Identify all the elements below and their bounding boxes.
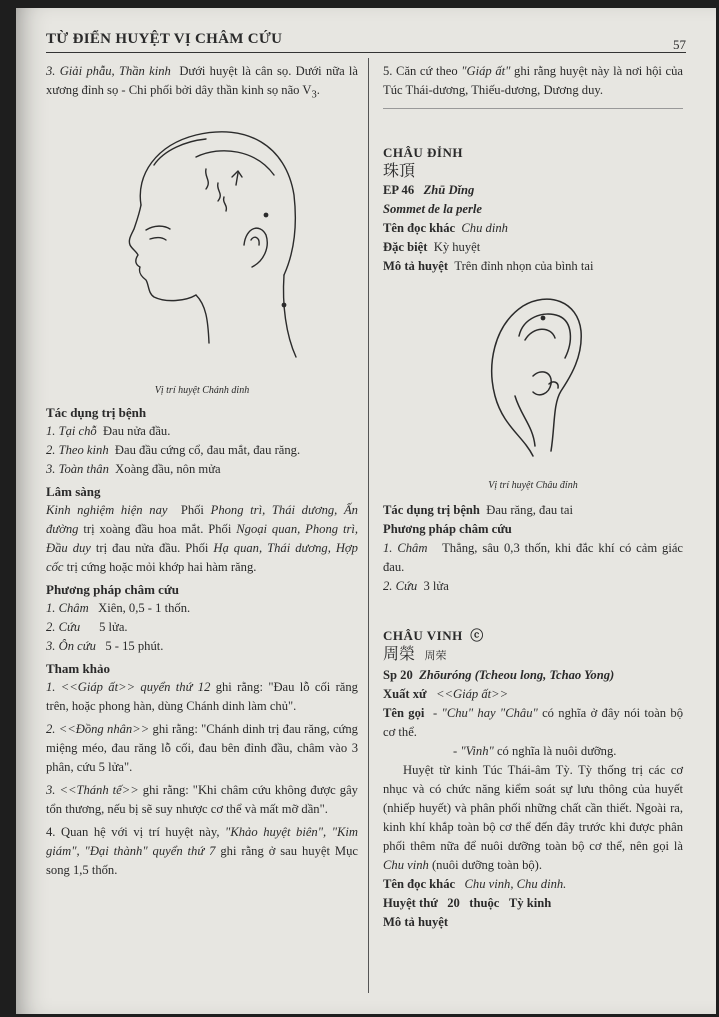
name-meaning: - "Vinh" có nghĩa là nuôi dưỡng. (453, 744, 617, 758)
explanation-paragraph: Huyệt từ kinh Túc Thái-âm Tỳ. Tỳ thống trị các cơ nhục và có chức năng kiểm soát sự lưu thông của huyết (nhiếp huyết) và phân phối những chất cần thiết. Ngoài ra, kinh khí khắp toàn bộ cơ thể đến đây trước khi được phân phối thêm nữa để nuôi dưỡng toàn bộ cơ thể, nên gọi là Chu vinh (nuôi dưỡng toàn bộ). (383, 763, 683, 872)
list-item: 2. Cứu 3 lửa (383, 579, 449, 593)
other-name-line: Tên đọc khác Chu vinh, Chu dinh. (383, 877, 567, 891)
indication-line: Tác dụng trị bệnh Đau răng, đau tai (383, 503, 573, 517)
entry-heading-chau-dinh: CHÂU ĐỈNH (383, 145, 463, 160)
list-item: 1. Châm Xiên, 0,5 - 1 thốn. (46, 600, 191, 615)
column-divider (368, 58, 369, 993)
reference-item: 3. <<Thánh tế>> ghi rằng: "Khi châm cứu không được gây tổn thương, nếu bị sẽ suy nhược cơ thể và mất mỡ dần". (46, 782, 358, 816)
book-title: TỪ ĐIỂN HUYỆT VỊ CHÂM CỨU (46, 31, 283, 47)
book-page (16, 8, 716, 1014)
description-label: Mô tả huyệt (383, 915, 449, 929)
acupoint-marker (264, 212, 269, 217)
section-heading: Tham khảo (46, 660, 110, 676)
meridian-line: Huyệt thứ 20 thuộc Tỳ kinh (383, 896, 552, 910)
left-column (46, 62, 358, 880)
acupoint-marker (282, 302, 287, 307)
entry-heading-chau-vinh: CHÂU VINH ⓒ (383, 628, 484, 643)
spacer (383, 596, 683, 626)
section-heading: Phương pháp châm cứu (46, 581, 179, 597)
other-name-line: Tên đọc khác Chu dinh (383, 221, 508, 235)
page-header (46, 22, 686, 53)
list-item: 3. Toàn thân Xoàng đầu, nôn mửa (46, 461, 221, 476)
continuation-paragraph: 5. Căn cứ theo "Giáp ất" ghi rằng huyệt này là nơi hội của Túc Thái-dương, Thiếu-dương, Dương duy. (383, 64, 683, 97)
separator (383, 108, 683, 143)
code-line: Sp 20 Zhōuróng (Tcheou long, Tchao Yong) (383, 668, 615, 682)
head-figure (46, 105, 358, 385)
figure-caption-chau-dinh: Vị trí huyệt Châu đỉnh (488, 480, 578, 491)
right-column (383, 62, 683, 932)
french-name: Sommet de la perle (383, 202, 482, 216)
ear-figure (383, 276, 683, 476)
clinical-paragraph: Kinh nghiệm hiện nay Phối Phong trì, Thái dương, Ấn đường trị xoàng đầu hoa mắt. Phối Ngoại quan, Phong trì, Đầu duy trị đau nửa đầu. Phối Hạ quan, Thái dương, Hợp cốc trị cứng hoặc mỏi khớp hai hàm răng. (46, 502, 358, 574)
chinese-name: 周榮 周荣 (383, 646, 447, 663)
list-item: 1. Châm Thẳng, sâu 0,3 thốn, khi đắc khí có cảm giác đau. (383, 541, 683, 574)
source-line: Xuất xứ <<Giáp ất>> (383, 687, 509, 701)
ear-illustration (383, 276, 683, 476)
list-item: 1. Tại chỗ Đau nửa đầu. (46, 423, 171, 438)
anatomy-paragraph: 3. Giải phẫu, Thần kinh Dưới huyệt là cân sọ. Dưới nữa là xương đỉnh sọ - Chi phối bởi dây thần kinh sọ não $V_3$. (46, 64, 359, 101)
section-heading: Phương pháp châm cứu (383, 522, 512, 536)
list-item: 3. Ôn cứu 5 - 15 phút. (46, 638, 164, 653)
reference-item: 4. Quan hệ với vị trí huyệt này, "Khảo huyệt biên", "Kim giám", "Đại thành" quyển thứ 7 ghi rằng ở sau huyệt Mục song 1,5 thốn. (46, 824, 358, 877)
description-line: Mô tả huyệt Trên đỉnh nhọn của bình tai (383, 259, 594, 273)
chinese-name: 珠頂 (383, 163, 416, 180)
reference-item: 1. <<Giáp ất>> quyển thứ 12 ghi rằng: "Đau lỗ cối răng trên, hoặc phong hàn, dùng Chánh dinh làm chủ". (46, 679, 358, 713)
head-illustration (46, 105, 358, 385)
page-number: 57 (673, 37, 686, 52)
list-item: 2. Cứu 5 lửa. (46, 619, 128, 634)
reference-item: 2. <<Đồng nhân>> ghi rằng: "Chánh dinh trị đau răng, cứng miệng méo, đau răng lỗ cối, đau bên đỉnh đầu, châm vào 3 phân, cứu 5 lửa". (46, 721, 358, 774)
section-heading: Tác dụng trị bệnh (46, 404, 147, 420)
code-line: EP 46 Zhū Dǐng (383, 183, 475, 197)
figure-caption-chanh-dinh: Vị trí huyệt Chánh dinh (154, 384, 250, 396)
special-line: Đặc biệt Kỳ huyệt (383, 240, 481, 254)
acupoint-marker (541, 316, 546, 321)
section-heading: Lâm sàng (46, 483, 101, 499)
name-meaning: Tên gọi - "Chu" hay "Châu" có nghĩa ở đây nói toàn bộ cơ thể. (383, 706, 684, 739)
list-item: 2. Theo kinh Đau đầu cứng cổ, đau mắt, đau răng. (46, 442, 301, 457)
